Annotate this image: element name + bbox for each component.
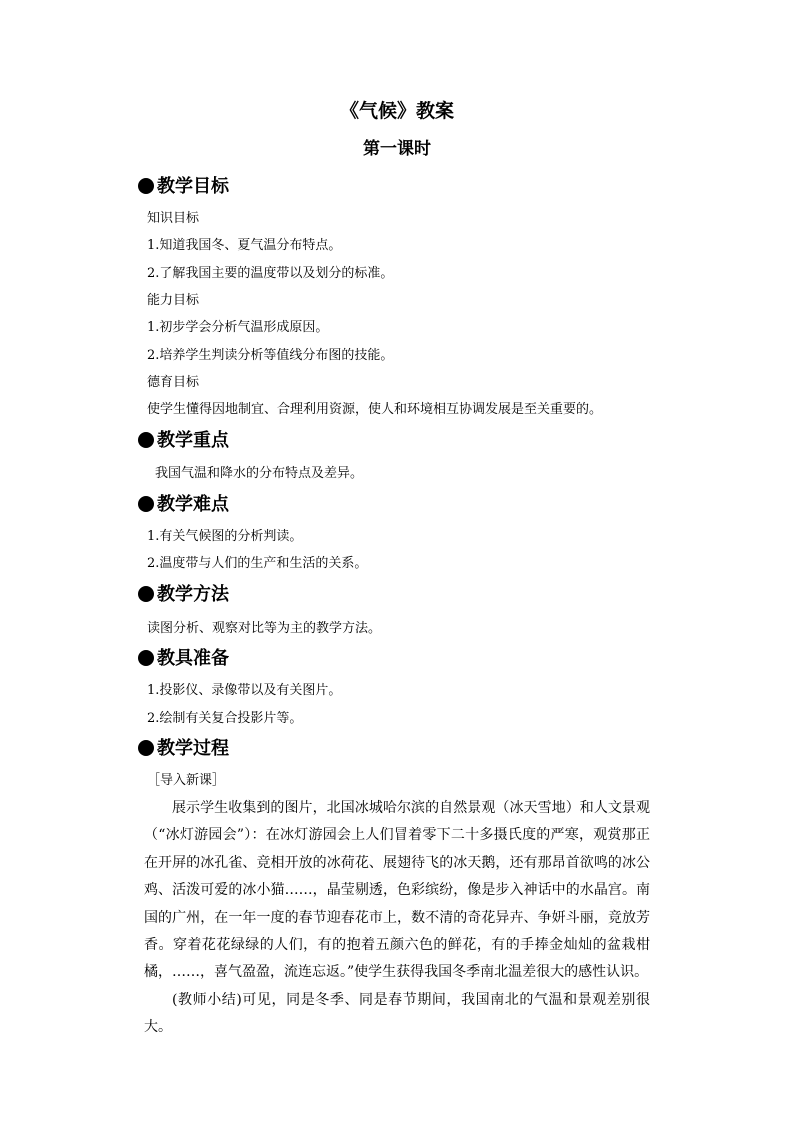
difficulty-item: 2.温度带与人们的生产和生活的关系。 xyxy=(147,556,368,571)
section-heading-process xyxy=(138,737,229,761)
section-heading-label: 教学难点 xyxy=(157,494,229,515)
difficulty-item: 1.有关气候图的分析判读。 xyxy=(147,529,303,544)
bullet-icon xyxy=(138,432,154,448)
bullet-icon xyxy=(138,650,154,666)
bullet-icon xyxy=(138,586,154,602)
section-heading-label: 教学过程 xyxy=(157,738,229,759)
section-heading-label: 教学重点 xyxy=(157,430,229,451)
bullet-icon xyxy=(138,178,154,194)
ability-objective-label: 能力目标 xyxy=(147,293,200,308)
ability-objective-item: 1.初步学会分析气温形成原因。 xyxy=(147,320,329,335)
moral-objective-item: 使学生懂得因地制宜、合理利用资源，使人和环境相互协调发展是至关重要的。 xyxy=(147,402,603,417)
teacher-summary-paragraph: (教师小结)可见，同是冬季、同是春节期间，我国南北的气温和景观差别很大。 xyxy=(144,991,650,1036)
materials-item: 1.投影仪、录像带以及有关图片。 xyxy=(147,683,342,698)
methods-text: 读图分析、观察对比等为主的教学方法。 xyxy=(147,621,382,636)
intro-paragraph: 展示学生收集到的图片，北国冰城哈尔滨的自然景观（冰天雪地）和人文景观（“冰灯游园会”）：在冰灯游园会上人们冒着零下二十多摄氏度的严寒，观赏那正在开屏的冰孔雀、竞相开放的冰荷花、展翅待飞的冰天鹅，还有那昂首欲鸣的冰公鸡、活泼可爱的冰小猫……，晶莹剔透，色彩缤纷，像是步入神话中的水晶宫。南国的广州，在一年一度的春节迎春花市上，数不清的奇花异卉、争妍斗丽，竞放芳香。穿着花花绿绿的人们，有的抱着五颜六色的鲜花，有的手捧金灿灿的盆栽柑橘，……，喜气盈盈，流连忘返。”使学生获得我国冬季南北温差很大的感性认识。 xyxy=(144,800,650,981)
knowledge-objective-item: 1.知道我国冬、夏气温分布特点。 xyxy=(147,238,342,253)
process-paragraph xyxy=(144,795,650,1042)
knowledge-objective-item: 2.了解我国主要的温度带以及划分的标准。 xyxy=(147,266,394,281)
section-heading-label: 教学方法 xyxy=(157,584,229,605)
section-heading-label: 教具准备 xyxy=(157,648,229,669)
document-title: 《气候》教案 xyxy=(339,100,454,122)
moral-objective-label: 德育目标 xyxy=(147,375,200,390)
intro-label: ［导入新课］ xyxy=(147,773,226,788)
section-heading-materials xyxy=(138,647,229,671)
section-heading-label: 教学目标 xyxy=(157,176,229,197)
key-points-text: 我国气温和降水的分布特点及差异。 xyxy=(155,466,364,481)
bullet-icon xyxy=(138,740,154,756)
section-heading-key-points xyxy=(138,429,229,453)
bullet-icon xyxy=(138,496,154,512)
section-heading-objectives xyxy=(138,175,229,199)
knowledge-objective-label: 知识目标 xyxy=(147,211,200,226)
section-heading-methods xyxy=(138,583,229,607)
lesson-subtitle: 第一课时 xyxy=(363,139,431,159)
materials-item: 2.绘制有关复合投影片等。 xyxy=(147,711,303,726)
ability-objective-item: 2.培养学生判读分析等值线分布图的技能。 xyxy=(147,348,394,363)
section-heading-difficulties xyxy=(138,493,229,517)
